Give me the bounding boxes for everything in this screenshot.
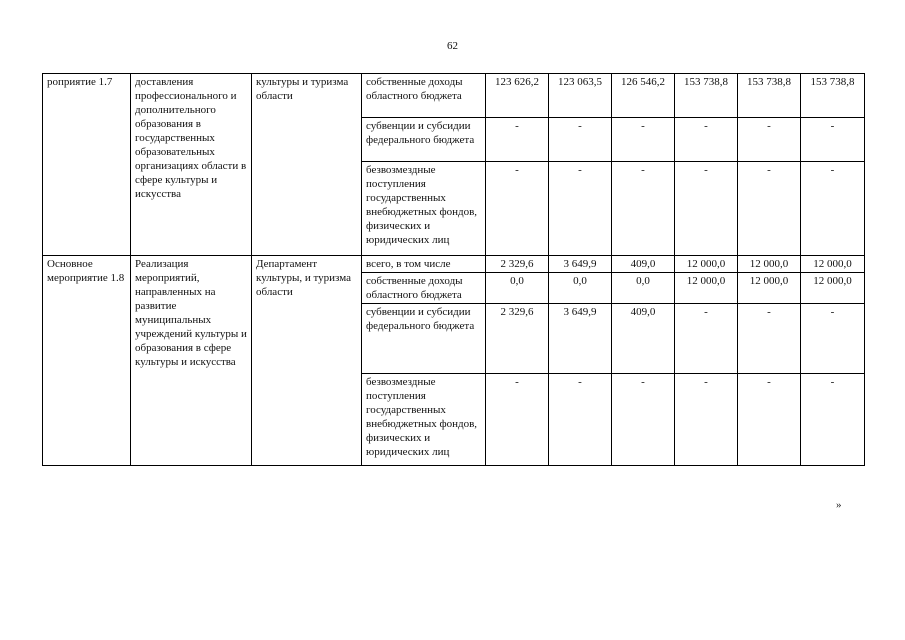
value-cell: - <box>675 118 738 162</box>
value-cell: - <box>738 374 801 466</box>
value-cell: 0,0 <box>549 273 612 304</box>
table-row <box>43 74 865 118</box>
value-cell: 0,0 <box>486 273 549 304</box>
funding-source-cell: субвенции и субсидии федерального бюджета <box>362 118 486 162</box>
value-cell: - <box>612 118 675 162</box>
activity-name-cell: Реализация мероприятий, направленных на развитие муниципальных учреждений культуры и образования в сфере культуры и искусства <box>131 256 252 466</box>
value-cell: - <box>612 162 675 256</box>
value-cell: 12 000,0 <box>675 273 738 304</box>
value-cell: 12 000,0 <box>738 273 801 304</box>
value-cell: 12 000,0 <box>738 256 801 273</box>
value-cell: - <box>738 162 801 256</box>
executor-cell: Департамент культуры, и туризма области <box>252 256 362 466</box>
value-cell: 12 000,0 <box>675 256 738 273</box>
value-cell: 2 329,6 <box>486 256 549 273</box>
value-cell: - <box>801 304 865 374</box>
executor-cell: культуры и туризма области <box>252 74 362 256</box>
value-cell: - <box>486 118 549 162</box>
value-cell: - <box>801 118 865 162</box>
table-row <box>43 256 865 273</box>
funding-source-cell: субвенции и субсидии федерального бюджета <box>362 304 486 374</box>
value-cell: - <box>549 118 612 162</box>
value-cell: - <box>675 374 738 466</box>
value-cell: 2 329,6 <box>486 304 549 374</box>
funding-source-cell: безвозмездные поступления государственных внебюджетных фондов, физических и юридических лиц <box>362 162 486 256</box>
value-cell: - <box>549 374 612 466</box>
value-cell: - <box>486 162 549 256</box>
funding-source-cell: безвозмездные поступления государственных внебюджетных фондов, физических и юридических лиц <box>362 374 486 466</box>
value-cell: - <box>738 118 801 162</box>
value-cell: 3 649,9 <box>549 304 612 374</box>
value-cell: 153 738,8 <box>801 74 865 118</box>
activity-cell: роприятие 1.7 <box>43 74 131 256</box>
funding-source-cell: собственные доходы областного бюджета <box>362 74 486 118</box>
value-cell: 409,0 <box>612 256 675 273</box>
value-cell: 409,0 <box>612 304 675 374</box>
value-cell: - <box>612 374 675 466</box>
funding-source-cell: собственные доходы областного бюджета <box>362 273 486 304</box>
value-cell: 153 738,8 <box>738 74 801 118</box>
value-cell: 126 546,2 <box>612 74 675 118</box>
funding-source-cell: всего, в том числе <box>362 256 486 273</box>
value-cell: 0,0 <box>612 273 675 304</box>
value-cell: 3 649,9 <box>549 256 612 273</box>
value-cell: 12 000,0 <box>801 273 865 304</box>
value-cell: - <box>801 162 865 256</box>
page-number: 62 <box>447 40 458 52</box>
value-cell: 123 063,5 <box>549 74 612 118</box>
activity-cell: Основное мероприятие 1.8 <box>43 256 131 466</box>
value-cell: 153 738,8 <box>675 74 738 118</box>
value-cell: - <box>738 304 801 374</box>
value-cell: 12 000,0 <box>801 256 865 273</box>
activity-name-cell: доставления профессионального и дополнительного образования в государственных образовательных организациях области в сфере культуры и искусства <box>131 74 252 256</box>
value-cell: - <box>801 374 865 466</box>
value-cell: - <box>549 162 612 256</box>
value-cell: 123 626,2 <box>486 74 549 118</box>
value-cell: - <box>675 162 738 256</box>
closing-quote: » <box>836 499 842 511</box>
value-cell: - <box>675 304 738 374</box>
funding-table <box>42 73 865 466</box>
value-cell: - <box>486 374 549 466</box>
